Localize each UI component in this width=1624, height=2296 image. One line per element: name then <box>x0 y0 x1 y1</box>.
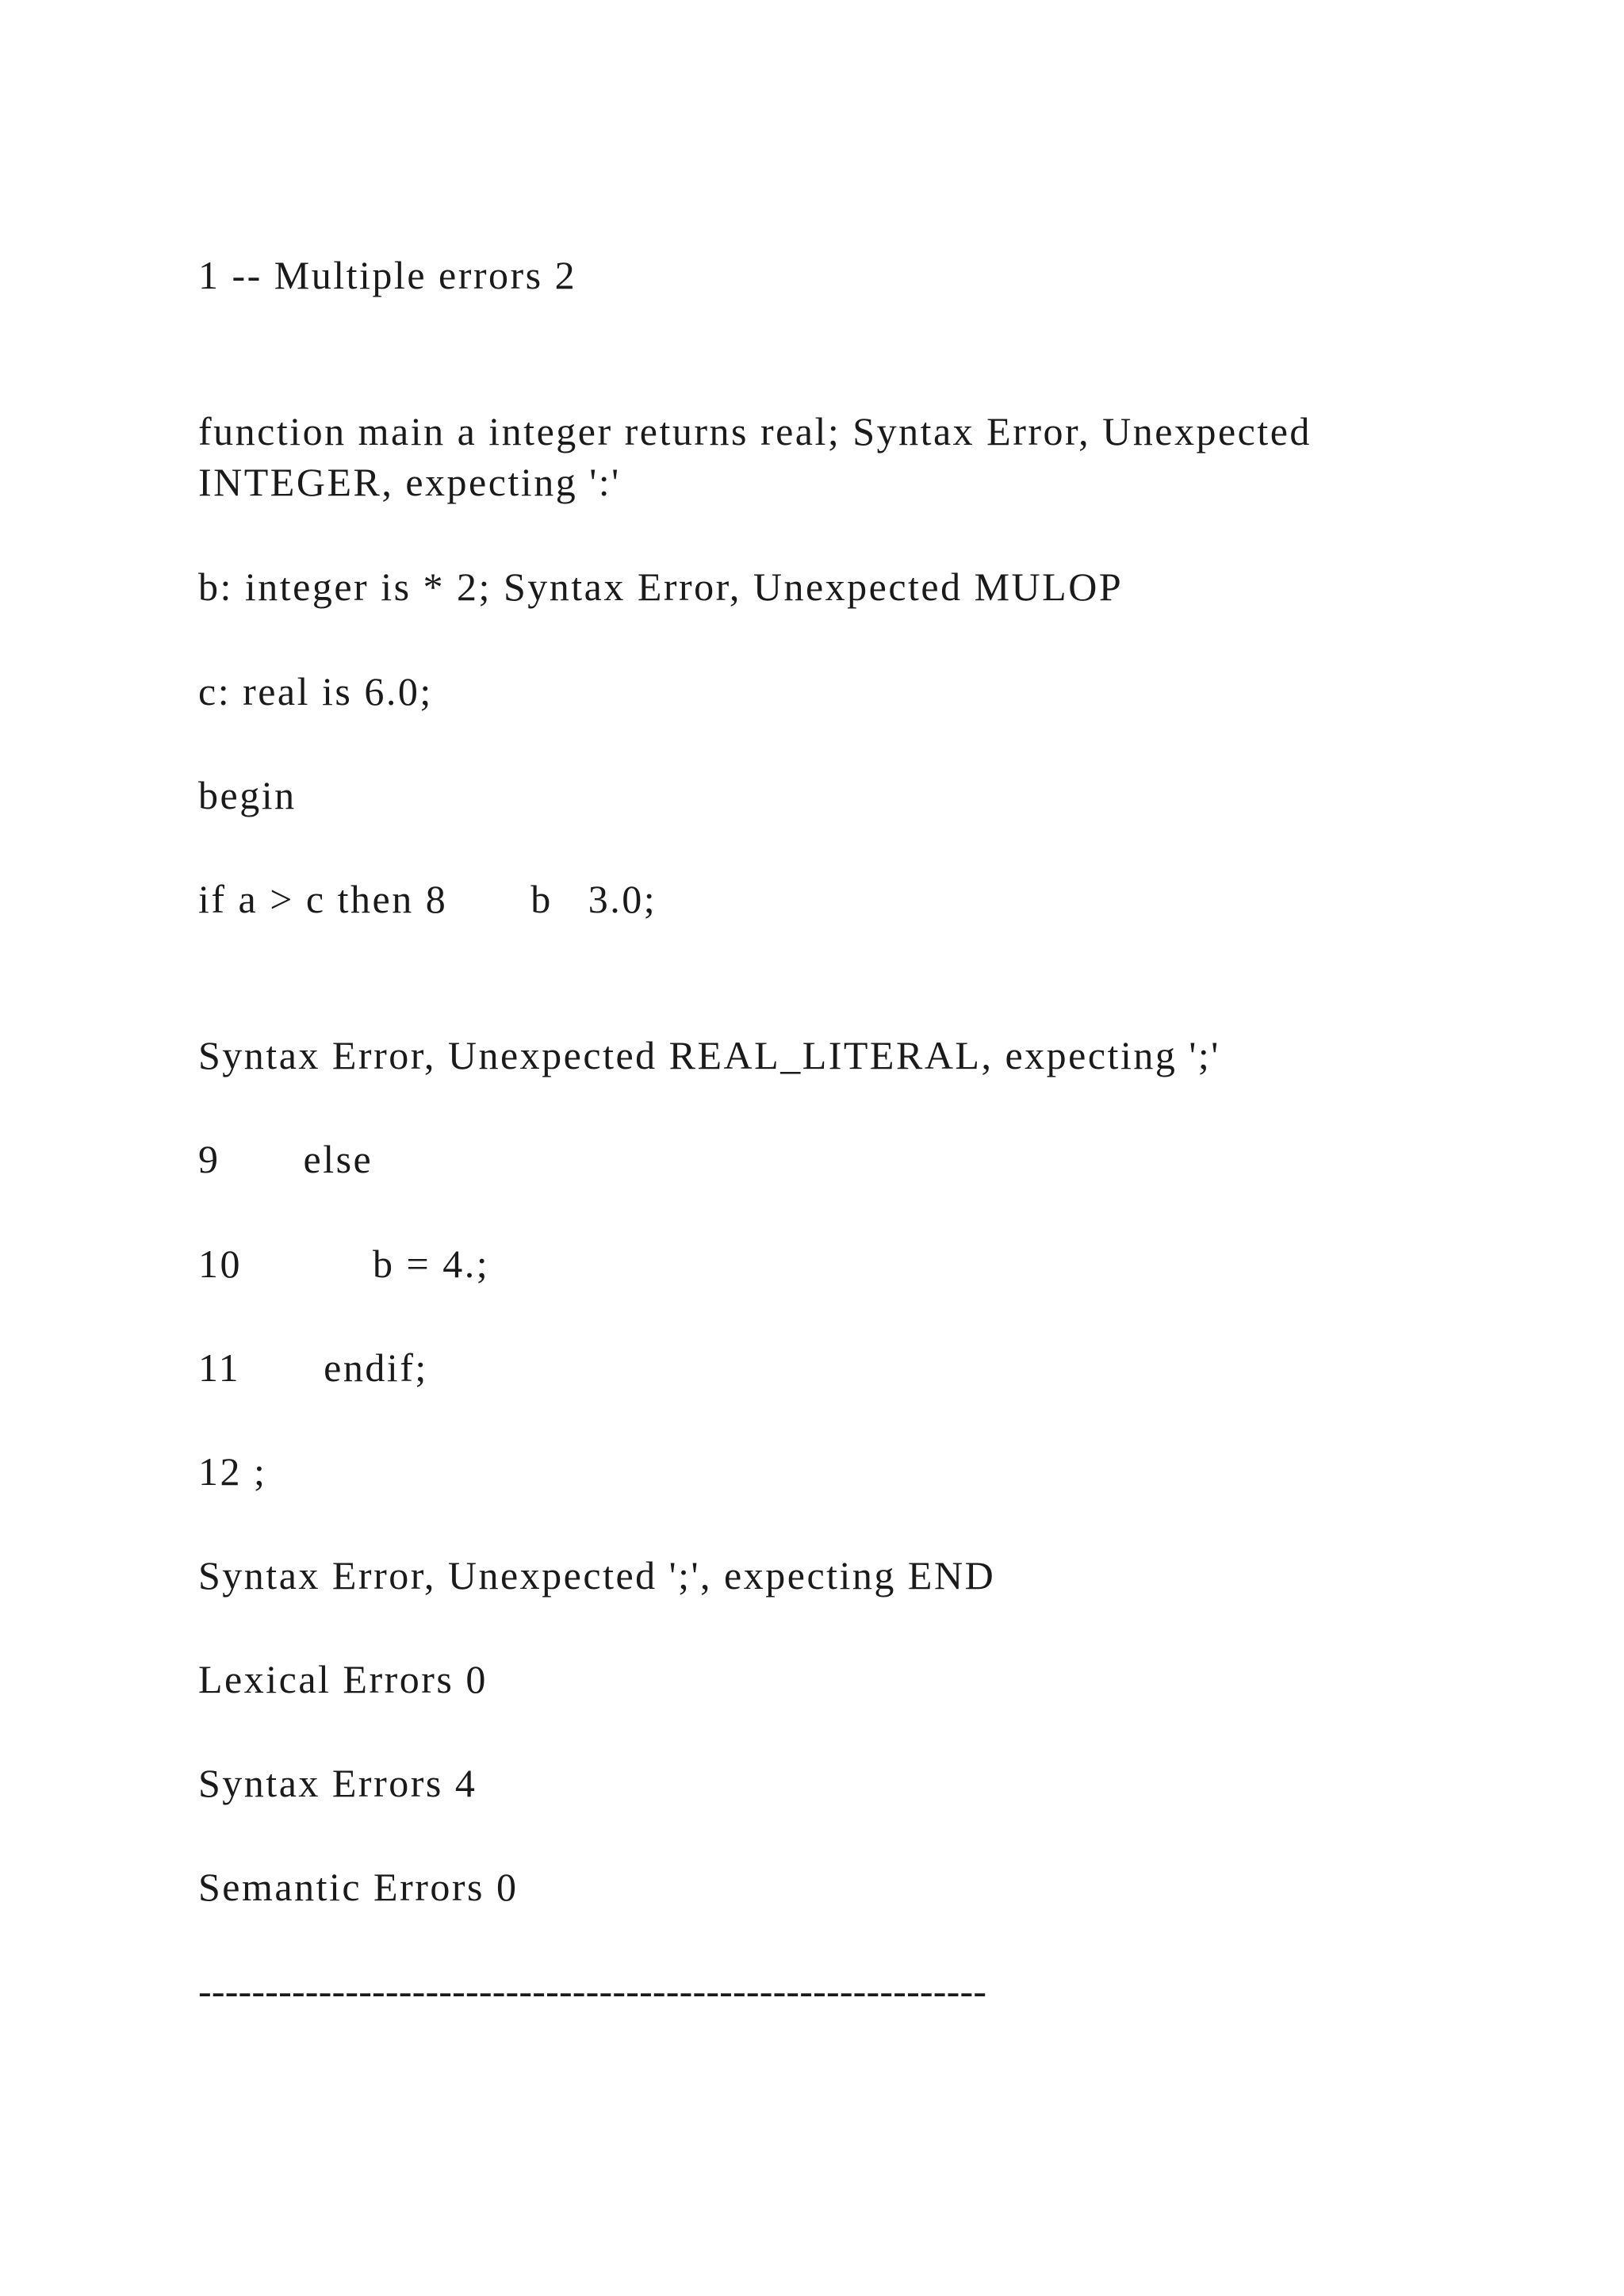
separator-line: ----------------------------------------------------------- <box>198 1969 987 2013</box>
source-line-10-assignment: 10 b = 4.; <box>198 1242 490 1286</box>
error-message-real-literal: Syntax Error, Unexpected REAL_LITERAL, expecting ';' <box>198 1033 1220 1077</box>
lexical-errors-count: Lexical Errors 0 <box>198 1657 488 1701</box>
source-line-begin: begin <box>198 773 297 817</box>
source-line-function-main: function main a integer returns real; Syntax Error, Unexpected INTEGER, expecting ':' <box>198 409 1312 504</box>
source-line-9-else: 9 else <box>198 1137 373 1181</box>
semantic-errors-count: Semantic Errors 0 <box>198 1865 519 1909</box>
source-line-b-declaration: b: integer is * 2; Syntax Error, Unexpected MULOP <box>198 564 1124 609</box>
source-line-12-semicolon: 12 ; <box>198 1449 267 1494</box>
source-line-11-endif: 11 endif; <box>198 1345 428 1390</box>
error-message-expecting-end: Syntax Error, Unexpected ';', expecting END <box>198 1553 996 1598</box>
source-line-if-statement: if a > c then 8 b 3.0; <box>198 877 657 921</box>
source-line-c-declaration: c: real is 6.0; <box>198 669 433 714</box>
document-heading: 1 -- Multiple errors 2 <box>198 253 577 297</box>
syntax-errors-count: Syntax Errors 4 <box>198 1761 477 1805</box>
